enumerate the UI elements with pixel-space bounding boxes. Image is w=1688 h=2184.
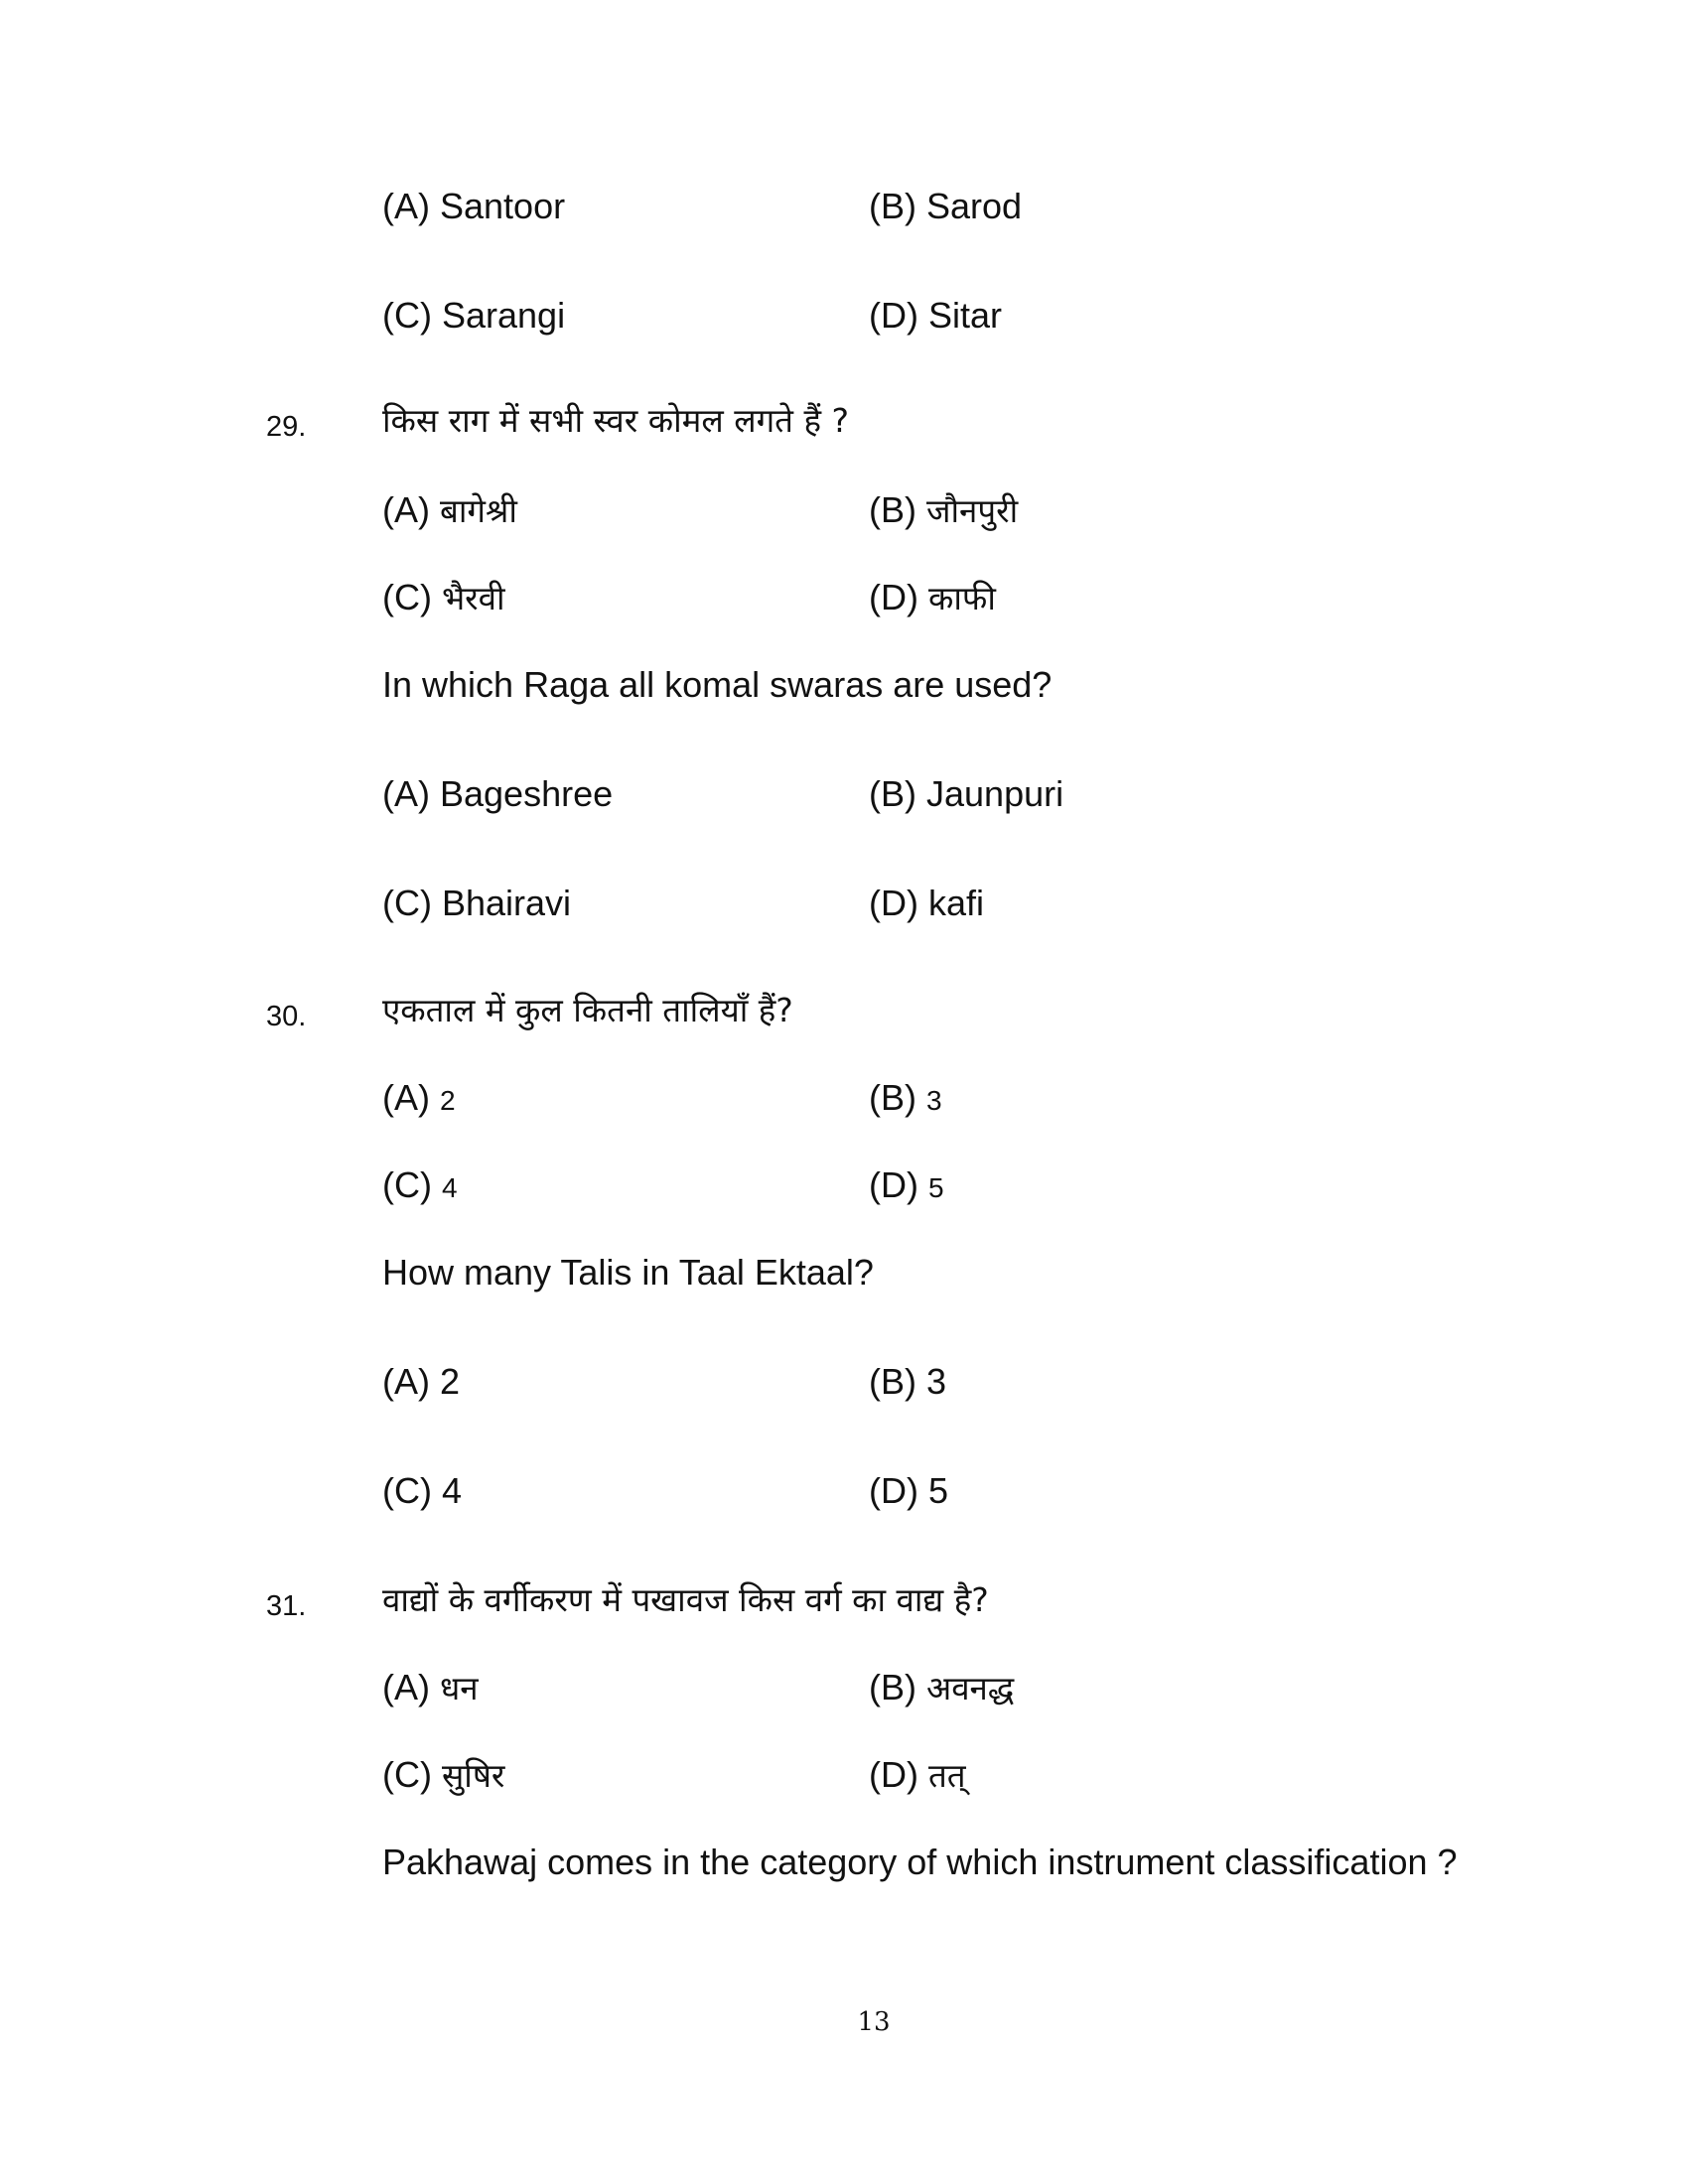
- q29-hindi-option-a: (A) बागेश्री: [382, 489, 517, 530]
- q29-option-c: (C) Bhairavi: [382, 883, 572, 923]
- q29-hindi-question: किस राग में सभी स्वर कोमल लगते हैं ?: [382, 401, 850, 440]
- q29-number: 29.: [266, 411, 307, 443]
- q28-option-b: (B) Sarod: [869, 186, 1023, 226]
- q30-number: 30.: [266, 1001, 307, 1032]
- page-number: 13: [857, 2007, 891, 2037]
- q30-english-question: How many Talis in Taal Ektaal?: [382, 1252, 874, 1293]
- q29-option-a: (A) Bageshree: [382, 773, 614, 814]
- q29-hindi-option-c: (C) भैरवी: [382, 577, 505, 617]
- q29-hindi-option-d: (D) काफी: [869, 577, 996, 617]
- q28-option-d: (D) Sitar: [869, 295, 1003, 336]
- q30-hindi-question: एकताल में कुल कितनी तालियाँ हैं?: [382, 991, 793, 1029]
- q29-english-question: In which Raga all komal swaras are used?: [382, 664, 1053, 705]
- q29-hindi-option-b: (B) जौनपुरी: [869, 489, 1019, 530]
- q30-option-b: (B) 3: [869, 1361, 947, 1402]
- q30-option-a: (A) 2: [382, 1361, 461, 1402]
- q29-option-d: (D) kafi: [869, 883, 985, 923]
- q31-hindi-question: वाद्यों के वर्गीकरण में पखावज किस वर्ग का वाद्य है?: [382, 1580, 989, 1619]
- q28-option-a: (A) Santoor: [382, 186, 566, 226]
- q30-hindi-option-a: (A) 2: [382, 1077, 456, 1118]
- q30-option-c: (C) 4: [382, 1470, 463, 1511]
- q31-hindi-option-d: (D) तत्: [869, 1754, 966, 1795]
- q29-option-b: (B) Jaunpuri: [869, 773, 1064, 814]
- q31-hindi-option-c: (C) सुषिर: [382, 1754, 505, 1795]
- q31-number: 31.: [266, 1590, 307, 1622]
- q31-hindi-option-b: (B) अवनद्ध: [869, 1667, 1015, 1707]
- q28-option-c: (C) Sarangi: [382, 295, 566, 336]
- q30-hindi-option-b: (B) 3: [869, 1077, 942, 1118]
- q30-option-d: (D) 5: [869, 1470, 949, 1511]
- q31-hindi-option-a: (A) धन: [382, 1667, 479, 1707]
- q31-english-question: Pakhawaj comes in the category of which instrument classification ?: [382, 1842, 1458, 1882]
- q30-hindi-option-c: (C) 4: [382, 1164, 458, 1205]
- q30-hindi-option-d: (D) 5: [869, 1164, 944, 1205]
